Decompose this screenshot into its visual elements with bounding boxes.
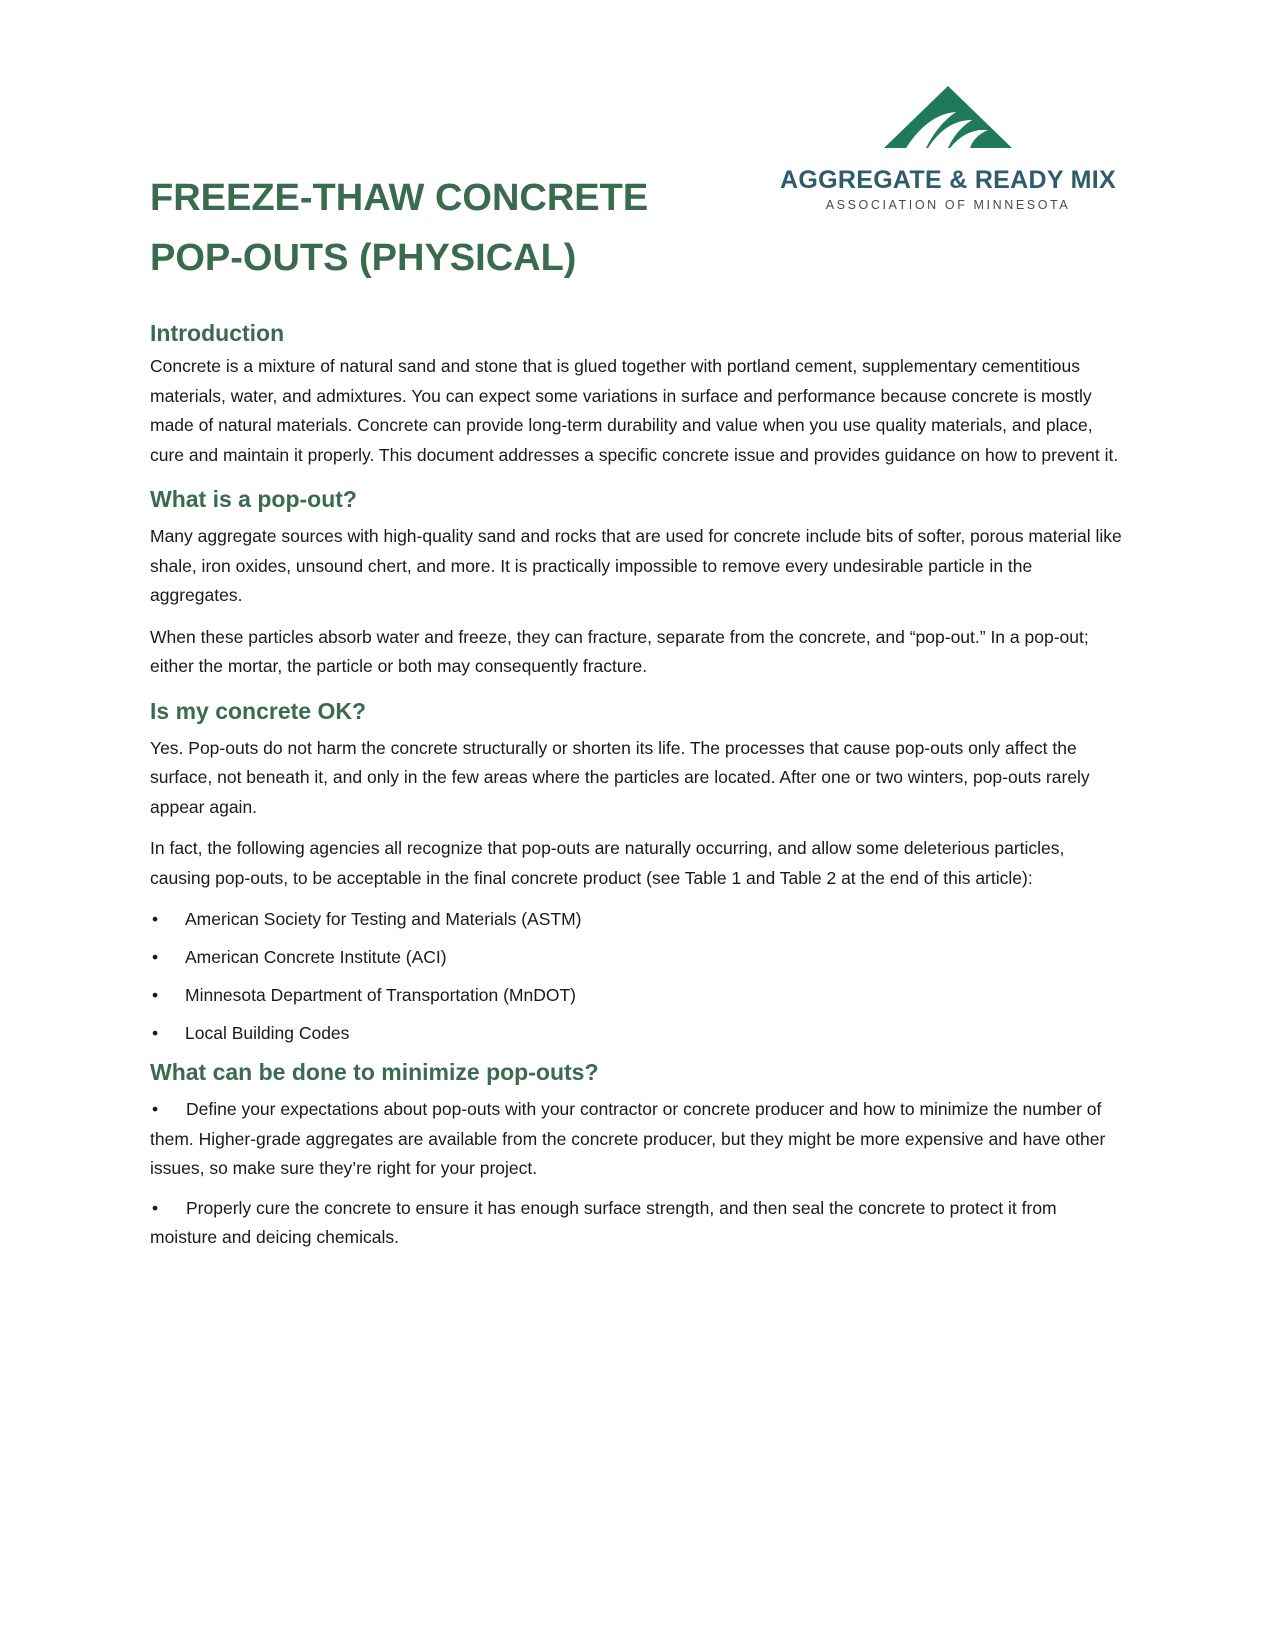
association-logo [778, 84, 1118, 214]
list-item: • Local Building Codes [150, 1019, 1125, 1048]
bullet: • [152, 1197, 159, 1218]
minimize-tip-2: • Properly cure the concrete to ensure it has enough surface strength, and then seal the concrete to protect it from moisture and deicing chemicals. [150, 1194, 1125, 1253]
ok-paragraph-2: In fact, the following agencies all recognize that pop-outs are naturally occurring, and allow some deleterious particles, causing pop-outs, to be acceptable in the final concrete product (see Table 1 and Table 2 at the end of this article): [150, 838, 1065, 888]
bullet: • [152, 947, 159, 967]
bullet: • [152, 985, 159, 1005]
heading-what-is-popout: What is a pop-out? [150, 486, 357, 512]
page-title: FREEZE-THAW CONCRETE POP-OUTS (PHYSICAL) [150, 177, 649, 279]
list-item: • American Concrete Institute (ACI) [150, 943, 1125, 972]
heading-is-concrete-ok: Is my concrete OK? [150, 697, 367, 724]
ok-paragraph-1: Yes. Pop-outs do not harm the concrete structurally or shorten its life. The processes that cause pop-outs only affect the surface, not beneath it, and only in the few areas where the particles are located. After one or two winters, pop-outs rarely appear again. [150, 737, 1090, 817]
intro-paragraph: Concrete is a mixture of natural sand and stone that is glued together with portland cement, supplementary cementitious materials, water, and admixtures. You can expect some variations in surface and performance because concrete is mostly made of natural materials. Concrete can provide long-term durability and value when you use quality materials, and place, cure and maintain it properly. This document addresses a specific concrete issue and provides guidance on how to prevent it. [150, 356, 1119, 465]
what-is-paragraph-2: When these particles absorb water and freeze, they can fracture, separate from the concrete, and “pop-out.” In a pop-out; either the mortar, the particle or both may consequently fracture. [150, 626, 1089, 676]
bullet: • [152, 1023, 159, 1043]
logo-subtitle: ASSOCIATION OF MINNESOTA [825, 198, 1071, 212]
minimize-tip-1: • Define your expectations about pop-outs with your contractor or concrete producer and how to minimize the number of them. Higher-grade aggregates are available from the concrete producer, but they might be more expensive and have other issues, so make sure they’re right for your project. [150, 1095, 1125, 1184]
list-item: • American Society for Testing and Materials (ASTM) [150, 905, 1125, 934]
list-item: • Minnesota Department of Transportation (MnDOT) [150, 981, 1125, 1010]
mountain-arches-icon [778, 84, 1118, 164]
bullet: • [152, 909, 159, 929]
logo-name: AGGREGATE & READY MIX [780, 166, 1116, 194]
bullet: • [152, 1099, 159, 1119]
what-is-paragraph-1: Many aggregate sources with high-quality sand and rocks that are used for concrete include bits of softer, porous material like shale, iron oxides, unsound chert, and more. It is practically impossible to remove every undesirable particle in the aggregates. [150, 526, 1122, 605]
document-body [150, 318, 1125, 1253]
heading-minimize-popouts: What can be done to minimize pop-outs? [150, 1059, 599, 1085]
agency-list [150, 905, 1125, 1048]
heading-introduction: Introduction [150, 320, 285, 346]
